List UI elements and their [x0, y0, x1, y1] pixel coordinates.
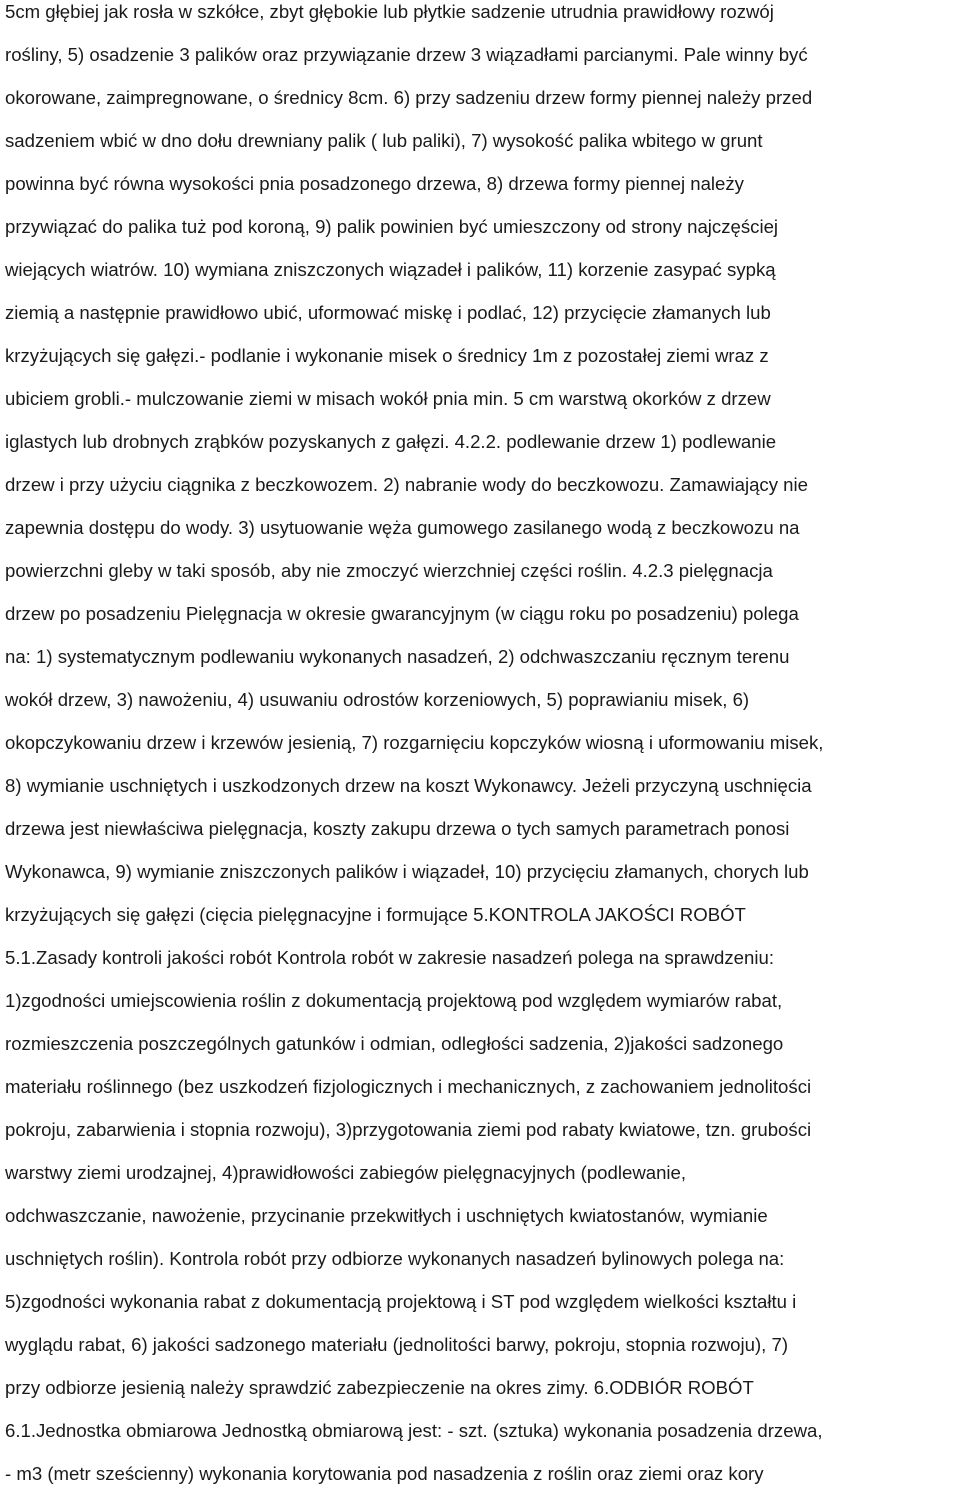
document-text-line: 1)zgodności umiejscowienia roślin z dokumentacją projektową pod względem wymiarów rabat,: [5, 990, 783, 1011]
document-text-line: rozmieszczenia poszczególnych gatunków i odmian, odległości sadzenia, 2)jakości sadzonego: [5, 1033, 784, 1054]
document-text-line: powierzchni gleby w taki sposób, aby nie zmoczyć wierzchniej części roślin. 4.2.3 pielęgnacja: [5, 560, 773, 581]
document-text-line: przy odbiorze jesienią należy sprawdzić zabezpieczenie na okres zimy. 6.ODBIÓR ROBÓT: [5, 1377, 754, 1398]
document-text-line: 5)zgodności wykonania rabat z dokumentacją projektową i ST pod względem wielkości kształtu i: [5, 1291, 797, 1312]
document-text-line: drzewa jest niewłaściwa pielęgnacja, koszty zakupu drzewa o tych samych parametrach ponosi: [5, 818, 790, 839]
document-text-line: na: 1) systematycznym podlewaniu wykonanych nasadzeń, 2) odchwaszczaniu ręcznym terenu: [5, 646, 790, 667]
document-text-line: powinna być równa wysokości pnia posadzonego drzewa, 8) drzewa formy piennej należy: [5, 173, 744, 194]
document-text-line: wyglądu rabat, 6) jakości sadzonego materiału (jednolitości barwy, pokroju, stopnia rozwoju), 7): [5, 1334, 789, 1355]
document-text-line: sadzeniem wbić w dno dołu drewniany palik ( lub paliki), 7) wysokość palika wbitego w grunt: [5, 130, 763, 151]
document-text-line: odchwaszczanie, nawożenie, przycinanie przekwitłych i uschniętych kwiatostanów, wymianie: [5, 1205, 768, 1226]
document-text-line: pokroju, zabarwienia i stopnia rozwoju), 3)przygotowania ziemi pod rabaty kwiatowe, tzn. grubości: [5, 1119, 812, 1140]
document-text-line: zapewnia dostępu do wody. 3) usytuowanie węża gumowego zasilanego wodą z beczkowozu na: [5, 517, 800, 538]
document-text-line: warstwy ziemi urodzajnej, 4)prawidłowości zabiegów pielęgnacyjnych (podlewanie,: [5, 1162, 687, 1183]
document-text-line: 8) wymianie uschniętych i uszkodzonych drzew na koszt Wykonawcy. Jeżeli przyczyną uschnięcia: [5, 775, 812, 796]
document-text-line: 6.1.Jednostka obmiarowa Jednostką obmiarową jest: - szt. (sztuka) wykonania posadzenia drzewa,: [5, 1420, 823, 1441]
document-text-line: 5cm głębiej jak rosła w szkółce, zbyt głębokie lub płytkie sadzenie utrudnia prawidłowy rozwój: [5, 1, 774, 22]
document-text-line: krzyżujących się gałęzi (cięcia pielęgnacyjne i formujące 5.KONTROLA JAKOŚCI ROBÓT: [5, 904, 746, 925]
document-text-line: materiału roślinnego (bez uszkodzeń fizjologicznych i mechanicznych, z zachowaniem jednolitości: [5, 1076, 812, 1097]
document-text-line: wiejących wiatrów. 10) wymiana zniszczonych wiązadeł i palików, 11) korzenie zasypać sypką: [5, 259, 776, 280]
document-text-line: rośliny, 5) osadzenie 3 palików oraz przywiązanie drzew 3 wiązadłami parcianymi. Pale winny być: [5, 44, 808, 65]
document-text-line: okorowane, zaimpregnowane, o średnicy 8cm. 6) przy sadzeniu drzew formy piennej należy przed: [5, 87, 813, 108]
document-text-line: uschniętych roślin). Kontrola robót przy odbiorze wykonanych nasadzeń bylinowych polega na:: [5, 1248, 785, 1269]
document-text-line: ziemią a następnie prawidłowo ubić, uformować miskę i podlać, 12) przycięcie złamanych lub: [5, 302, 771, 323]
document-text-line: wokół drzew, 3) nawożeniu, 4) usuwaniu odrostów korzeniowych, 5) poprawianiu misek, 6): [5, 689, 750, 710]
document-text-line: iglastych lub drobnych zrąbków pozyskanych z gałęzi. 4.2.2. podlewanie drzew 1) podlewanie: [5, 431, 777, 452]
document-text-line: krzyżujących się gałęzi.- podlanie i wykonanie misek o średnicy 1m z pozostałej ziemi wraz z: [5, 345, 769, 366]
document-text-line: okopczykowaniu drzew i krzewów jesienią, 7) rozgarnięciu kopczyków wiosną i uformowaniu misek,: [5, 732, 824, 753]
document-text-line: Wykonawca, 9) wymianie zniszczonych palików i wiązadeł, 10) przycięciu złamanych, chorych lub: [5, 861, 809, 882]
document-text-line: ubiciem grobli.- mulczowanie ziemi w misach wokół pnia min. 5 cm warstwą okorków z drzew: [5, 388, 771, 409]
document-text-line: drzew i przy użyciu ciągnika z beczkowozem. 2) nabranie wody do beczkowozu. Zamawiający nie: [5, 474, 808, 495]
document-text-line: - m3 (metr sześcienny) wykonania korytowania pod nasadzenia z roślin oraz ziemi oraz kory: [5, 1463, 764, 1484]
document-text-line: przywiązać do palika tuż pod koroną, 9) palik powinien być umieszczony od strony najczęściej: [5, 216, 779, 237]
document-text-line: drzew po posadzeniu Pielęgnacja w okresie gwarancyjnym (w ciągu roku po posadzeniu) polega: [5, 603, 799, 624]
document-text-line: 5.1.Zasady kontroli jakości robót Kontrola robót w zakresie nasadzeń polega na sprawdzeniu:: [5, 947, 774, 968]
